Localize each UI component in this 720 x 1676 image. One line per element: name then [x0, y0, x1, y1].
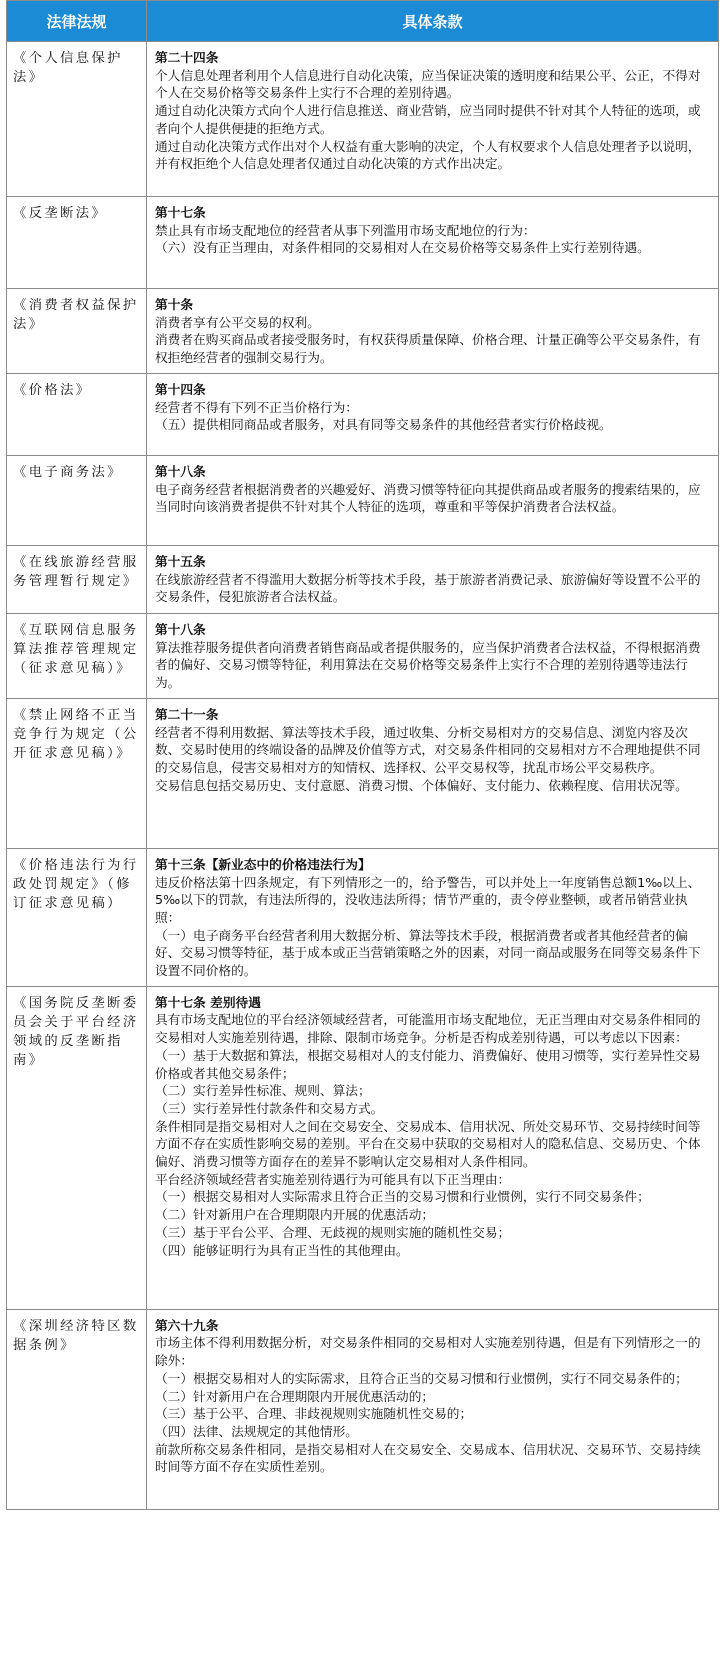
clause-paragraph: 算法推荐服务提供者向消费者销售商品或者提供服务的，应当保护消费者合法权益，不得根据消费者的偏好、交易习惯等特征，利用算法在交易价格等交易条件上实行不合理的差别待遇等违法行为。 [155, 639, 701, 691]
law-name-cell: 《国务院反垄断委员会关于平台经济领域的反垄断指南》 [7, 986, 147, 1309]
clause-paragraph: （一）电子商务平台经营者利用大数据分析、算法等技术手段，根据消费者或者其他经营者的偏好、交易习惯等特征，基于成本或正当营销策略之外的因素，对同一商品或服务在同等交易条件下设置不同价格的。 [155, 927, 701, 979]
article-number: 第二十一条 [155, 706, 219, 722]
clause-paragraph: （五）提供相同商品或者服务，对具有同等交易条件的其他经营者实行价格歧视。 [155, 417, 612, 433]
law-name-cell: 《个人信息保护法》 [7, 42, 147, 197]
clause-paragraph: （三）实行差异性付款条件和交易方式。 [155, 1100, 384, 1116]
clause-paragraph: 个人信息处理者利用个人信息进行自动化决策，应当保证决策的透明度和结果公平、公正，不得对个人在交易价格等交易条件上实行不合理的差别待遇。 [155, 67, 701, 101]
law-name-cell: 《禁止网络不正当竞争行为规定（公开征求意见稿）》 [7, 698, 147, 848]
article-number: 第十七条 差别待遇 [155, 994, 261, 1010]
clause-paragraph: 消费者在购买商品或者接受服务时，有权获得质量保障、价格合理、计量正确等公平交易条件，有权拒绝经营者的强制交易行为。 [155, 332, 701, 366]
clause-paragraph: （三）基于平台公平、合理、无歧视的规则实施的随机性交易； [155, 1224, 511, 1240]
clause-paragraph: （一）根据交易相对人实际需求且符合正当的交易习惯和行业惯例，实行不同交易条件； [155, 1189, 650, 1205]
clause-cell [147, 698, 719, 848]
clause-paragraph: （二）针对新用户在合理期限内开展的优惠活动； [155, 1207, 435, 1223]
law-name-cell: 《消费者权益保护法》 [7, 289, 147, 374]
table-row [7, 986, 719, 1309]
table-row [7, 289, 719, 374]
clause-paragraph: （一）根据交易相对人的实际需求，且符合正当的交易习惯和行业惯例，实行不同交易条件的； [155, 1370, 688, 1386]
clause-paragraph: 经营者不得有下列不正当价格行为： [155, 399, 358, 415]
law-name-cell: 《在线旅游经营服务管理暂行规定》 [7, 546, 147, 614]
clause-column-header: 具体条款 [147, 1, 719, 42]
clause-cell [147, 289, 719, 374]
clause-paragraph: 通过自动化决策方式作出对个人权益有重大影响的决定，个人有权要求个人信息处理者予以说明，并有权拒绝个人信息处理者仅通过自动化决策的方式作出决定。 [155, 138, 701, 172]
article-number: 第十五条 [155, 554, 206, 569]
law-name-cell: 《电子商务法》 [7, 456, 147, 546]
table-row [7, 546, 719, 614]
table-body [7, 42, 719, 1510]
article-number: 第六十九条 [155, 1317, 219, 1333]
clause-paragraph: （三）基于公平、合理、非歧视规则实施随机性交易的； [155, 1406, 473, 1422]
clause-paragraph: 消费者享有公平交易的权利。 [155, 314, 320, 330]
law-name-cell: 《深圳经济特区数据条例》 [7, 1309, 147, 1509]
table-row [7, 42, 719, 197]
clause-cell [147, 986, 719, 1309]
article-number: 第十四条 [155, 382, 206, 397]
clause-paragraph: （二）实行差异性标准、规则、算法； [155, 1083, 371, 1099]
clause-cell [147, 456, 719, 546]
clause-cell [147, 848, 719, 986]
law-column-header: 法律法规 [7, 1, 147, 42]
article-number: 第十七条 [155, 205, 206, 220]
article-number: 第十条 [155, 297, 194, 312]
law-name-cell: 《价格违法行为行政处罚规定》（修订征求意见稿） [7, 848, 147, 986]
clause-paragraph: 电子商务经营者根据消费者的兴趣爱好、消费习惯等特征向其提供商品或者服务的搜索结果的，应当同时向该消费者提供不针对其个人特征的选项，尊重和平等保护消费者合法权益。 [155, 481, 701, 515]
table-row [7, 197, 719, 289]
table-row [7, 374, 719, 456]
clause-paragraph: 条件相同是指交易相对人之间在交易安全、交易成本、信用状况、所处交易环节、交易持续时间等方面不存在实质性影响交易的差别。平台在交易中获取的交易相对人的隐私信息、交易历史、个体偏好、消费习惯等方面存在的差异不影响认定交易相对人条件相同。 [155, 1118, 701, 1170]
clause-cell [147, 374, 719, 456]
article-number: 第十八条 [155, 622, 206, 637]
clause-paragraph: 在线旅游经营者不得滥用大数据分析等技术手段，基于旅游者消费记录、旅游偏好等设置不公平的交易条件，侵犯旅游者合法权益。 [155, 571, 701, 605]
clause-cell [147, 614, 719, 699]
clause-cell [147, 197, 719, 289]
clause-paragraph: （二）针对新用户在合理期限内开展优惠活动的； [155, 1388, 435, 1404]
clause-paragraph: 平台经济领域经营者实施差别待遇行为可能具有以下正当理由： [155, 1171, 511, 1187]
clause-paragraph: （一）基于大数据和算法，根据交易相对人的支付能力、消费偏好、使用习惯等，实行差异性交易价格或者其他交易条件； [155, 1047, 701, 1081]
clause-paragraph: （四）能够证明行为具有正当性的其他理由。 [155, 1242, 409, 1258]
clause-paragraph: 前款所称交易条件相同，是指交易相对人在交易安全、交易成本、信用状况、交易环节、交易持续时间等方面不存在实质性差别。 [155, 1441, 701, 1475]
clause-paragraph: 禁止具有市场支配地位的经营者从事下列滥用市场支配地位的行为： [155, 222, 536, 238]
clause-paragraph: 通过自动化决策方式向个人进行信息推送、商业营销，应当同时提供不针对其个人特征的选项，或者向个人提供便捷的拒绝方式。 [155, 103, 701, 136]
clause-paragraph: （四）法律、法规规定的其他情形。 [155, 1423, 358, 1439]
clause-paragraph: （六）没有正当理由，对条件相同的交易相对人在交易价格等交易条件上实行差别待遇。 [155, 240, 650, 256]
clause-paragraph: 具有市场支配地位的平台经济领域经营者，可能滥用市场支配地位，无正当理由对交易条件相同的交易相对人实施差别待遇，排除、限制市场竞争。分析是否构成差别待遇，可以考虑以下因素： [155, 1012, 701, 1046]
law-name-cell: 《互联网信息服务算法推荐管理规定（征求意见稿）》 [7, 614, 147, 699]
table-row [7, 456, 719, 546]
clause-paragraph: 经营者不得利用数据、算法等技术手段，通过收集、分析交易相对方的交易信息、浏览内容及次数、交易时使用的终端设备的品牌及价值等方式，对交易条件相同的交易相对方不合理地提供不同的交易信息，侵害交易相对方的知情权、选择权、公平交易权等，扰乱市场公平交易秩序。 [155, 724, 701, 775]
article-number: 第十三条【新业态中的价格违法行为】 [155, 856, 371, 872]
clause-paragraph: 市场主体不得利用数据分析，对交易条件相同的交易相对人实施差别待遇，但是有下列情形之一的除外： [155, 1335, 701, 1369]
clause-cell [147, 546, 719, 614]
clause-cell [147, 1309, 719, 1509]
article-number: 第二十四条 [155, 50, 219, 65]
table-row [7, 614, 719, 699]
clause-cell [147, 42, 719, 197]
law-comparison-table [6, 0, 719, 1510]
clause-paragraph: 交易信息包括交易历史、支付意愿、消费习惯、个体偏好、支付能力、依赖程度、信用状况等。 [155, 777, 688, 793]
article-number: 第十八条 [155, 464, 206, 479]
law-name-cell: 《价格法》 [7, 374, 147, 456]
table-row [7, 848, 719, 986]
clause-paragraph: 违反价格法第十四条规定，有下列情形之一的，给予警告，可以并处上一年度销售总额1‰以上、5‰以下的罚款，有违法所得的，没收违法所得；情节严重的，责令停业整顿，或者吊销营业执照： [155, 874, 701, 925]
law-name-cell: 《反垄断法》 [7, 197, 147, 289]
table-row [7, 1309, 719, 1509]
table-row [7, 698, 719, 848]
table-header-row [7, 1, 719, 42]
